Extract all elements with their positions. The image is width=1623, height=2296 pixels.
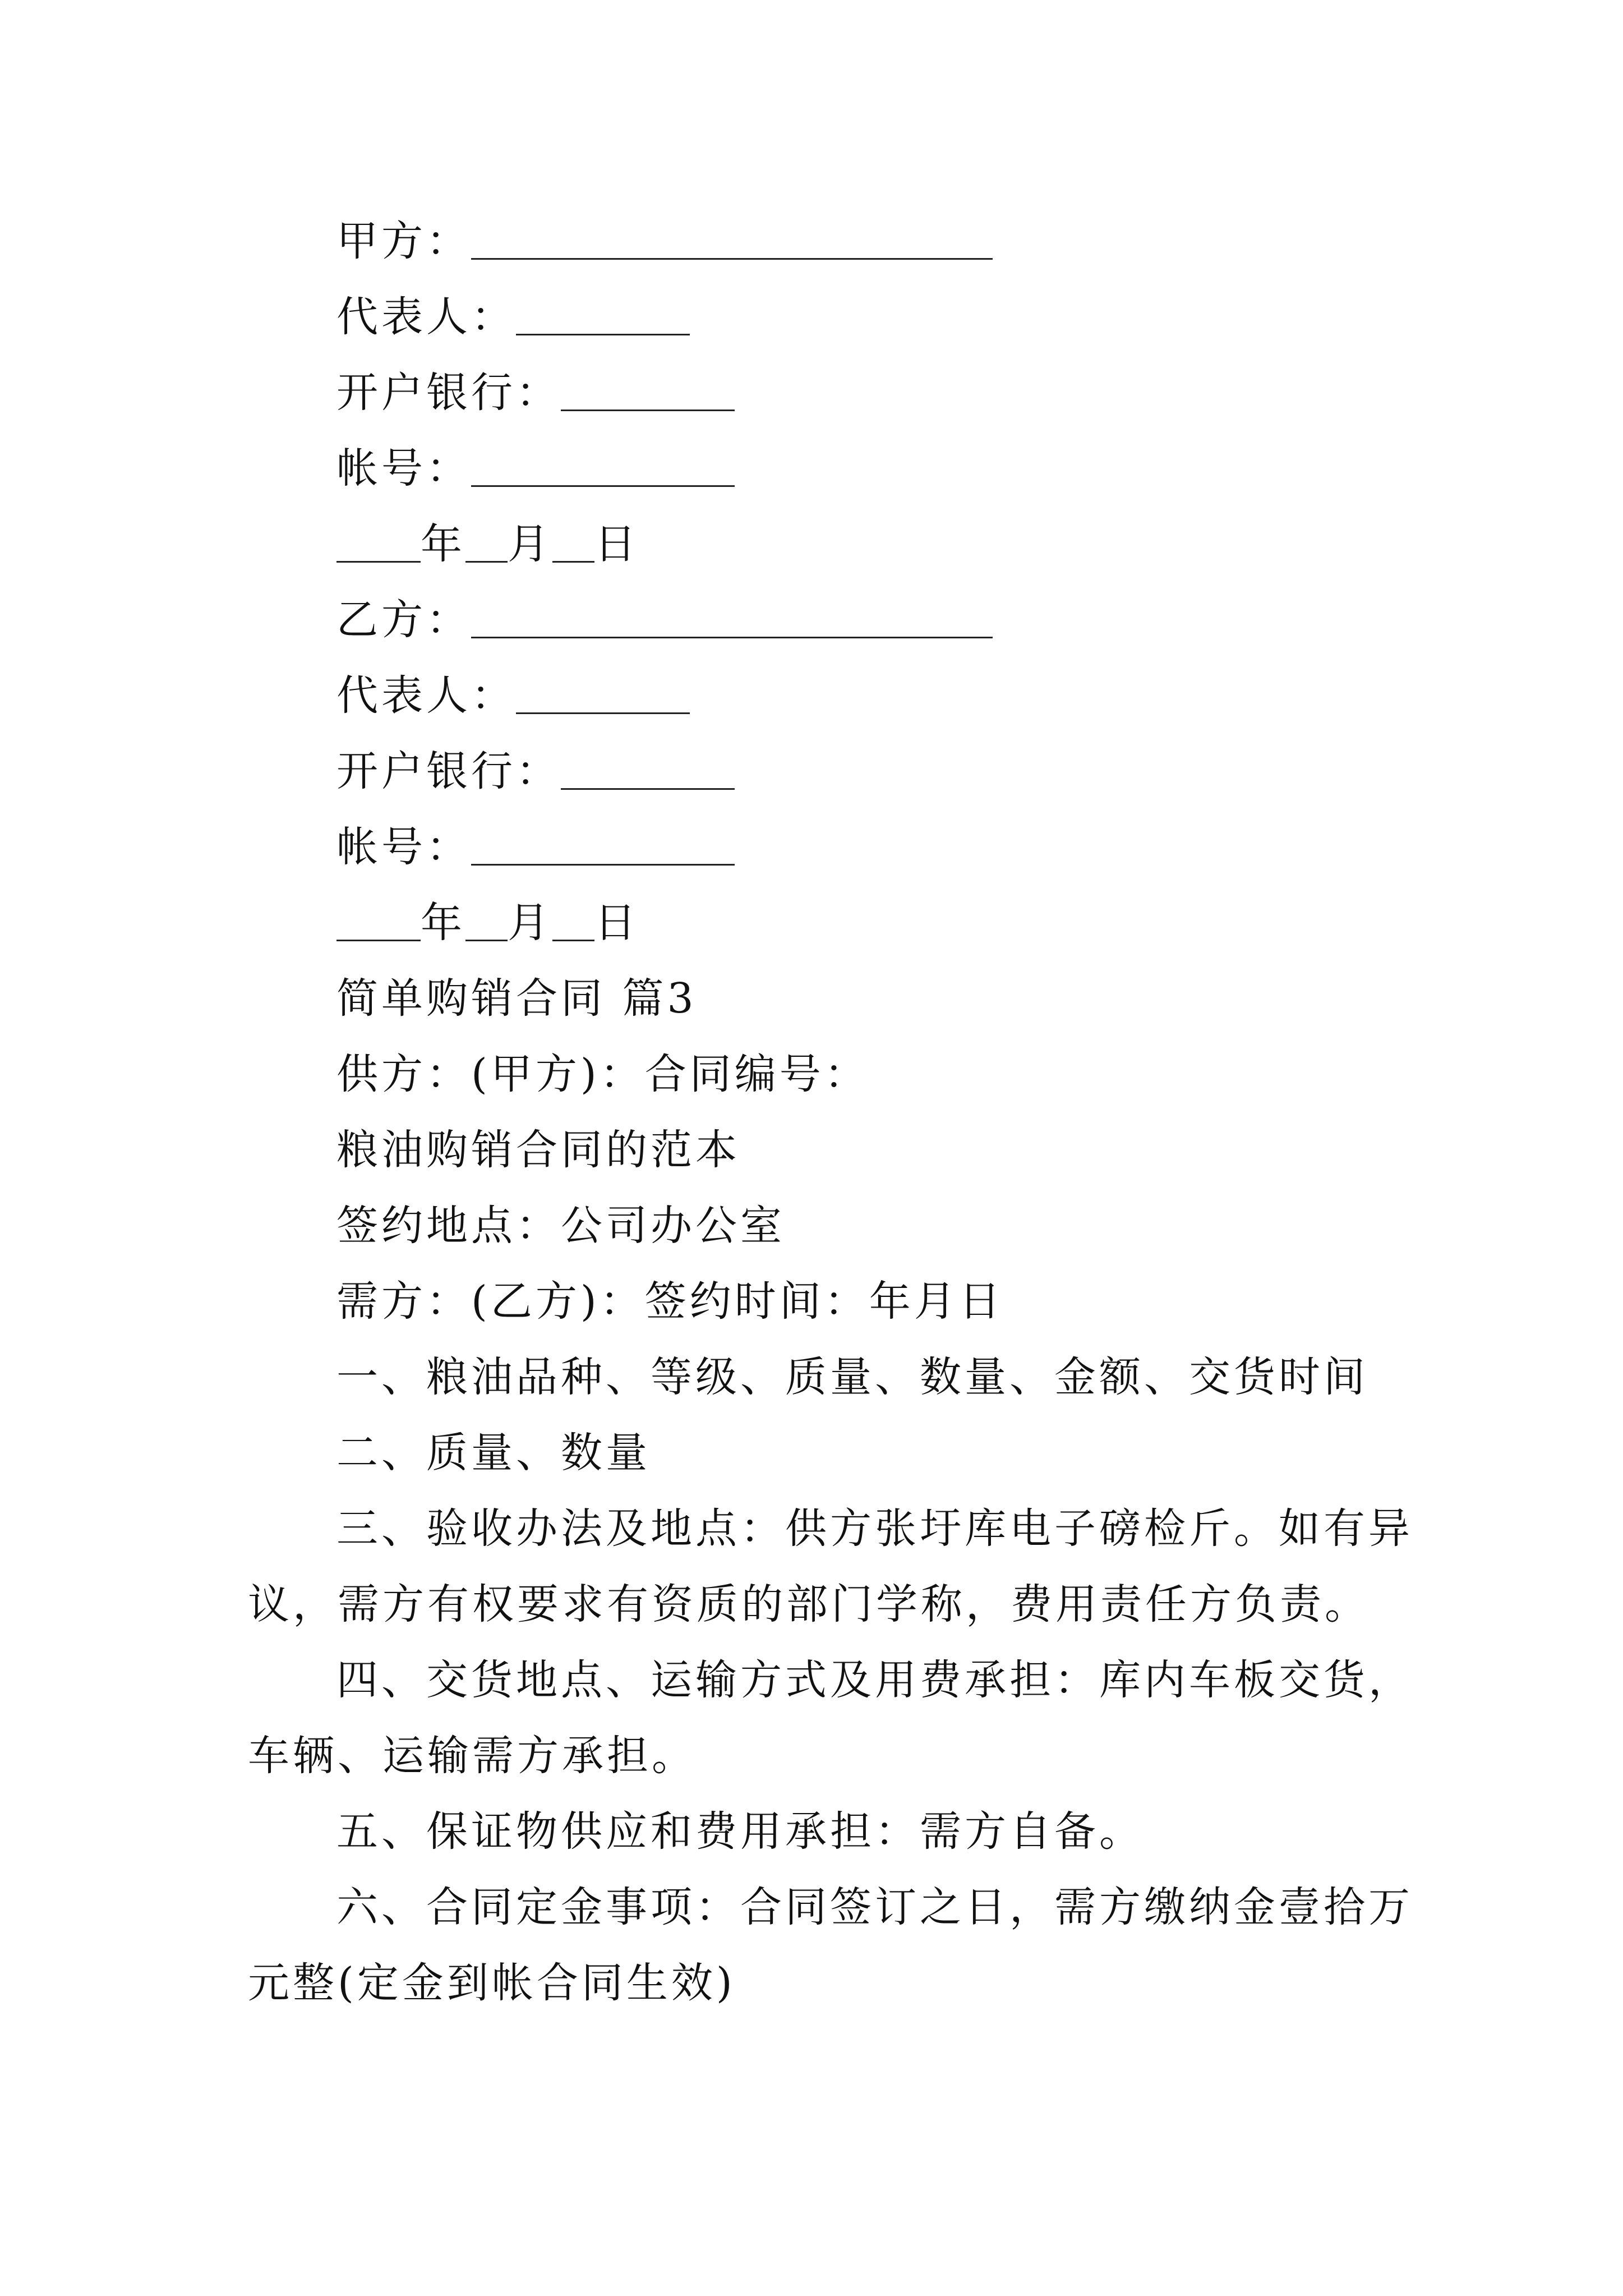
party-a-label: 甲方： xyxy=(336,217,471,265)
buyer-line: 需方：(乙方)：签约时间：年月日 xyxy=(336,1277,1004,1326)
day-blank xyxy=(552,516,594,563)
clause-4-line-1: 四、交货地点、运输方式及用费承担：库内车板交货， xyxy=(336,1656,1413,1704)
year-blank xyxy=(336,516,421,563)
party-b-bank-blank xyxy=(561,743,735,790)
clause-5: 五、保证物供应和费用承担：需方自备。 xyxy=(336,1807,1144,1856)
month-blank xyxy=(465,516,508,563)
party-a-rep-blank xyxy=(516,289,690,335)
clause-6-line-1: 六、合同定金事项：合同签订之日，需方缴纳金壹拾万 xyxy=(336,1883,1413,1931)
party-a-bank-label: 开户银行： xyxy=(336,369,561,417)
party-b-line xyxy=(336,592,993,648)
party-b-label: 乙方： xyxy=(336,596,471,644)
party-a-bank-blank xyxy=(561,365,735,411)
party-b-date-line xyxy=(336,895,639,951)
year-blank xyxy=(336,895,421,941)
party-b-bank-line xyxy=(336,743,735,799)
day-blank xyxy=(552,895,594,941)
party-b-rep-blank xyxy=(516,668,690,714)
year-label: 年 xyxy=(421,899,465,947)
party-b-rep-line xyxy=(336,668,690,724)
day-label: 日 xyxy=(594,899,639,947)
contract-title: 粮油购销合同的范本 xyxy=(336,1126,740,1174)
party-b-acct-label: 帐号： xyxy=(336,823,471,871)
party-a-acct-line xyxy=(336,440,735,496)
clause-1: 一、粮油品种、等级、质量、数量、金额、交货时间 xyxy=(336,1353,1368,1401)
party-a-acct-label: 帐号： xyxy=(336,444,471,493)
supplier-line: 供方：(甲方)：合同编号： xyxy=(336,1050,869,1098)
month-label: 月 xyxy=(508,520,552,568)
party-a-rep-line xyxy=(336,289,690,345)
month-label: 月 xyxy=(508,899,552,947)
party-b-acct-line xyxy=(336,819,735,875)
party-a-blank xyxy=(471,213,993,260)
party-a-date-line xyxy=(336,516,639,572)
party-b-acct-blank xyxy=(471,819,735,866)
clause-3-line-1: 三、验收办法及地点：供方张圩库电子磅检斤。如有异 xyxy=(336,1504,1413,1553)
party-a-line xyxy=(336,213,993,269)
party-b-rep-label: 代表人： xyxy=(336,671,516,720)
clause-4-line-2: 车辆、运输需方承担。 xyxy=(248,1732,697,1780)
party-a-bank-line xyxy=(336,365,735,421)
party-a-rep-label: 代表人： xyxy=(336,293,516,341)
party-a-acct-blank xyxy=(471,440,735,487)
day-label: 日 xyxy=(594,520,639,568)
clause-3-line-2: 议，需方有权要求有资质的部门学称，费用责任方负责。 xyxy=(248,1580,1370,1628)
year-label: 年 xyxy=(421,520,465,568)
clause-2: 二、质量、数量 xyxy=(336,1429,651,1477)
party-b-bank-label: 开户银行： xyxy=(336,747,561,795)
month-blank xyxy=(465,895,508,941)
clause-6-line-2: 元整(定金到帐合同生效) xyxy=(248,1959,736,2007)
party-b-blank xyxy=(471,592,993,638)
section-heading: 简单购销合同 篇3 xyxy=(336,974,697,1023)
sign-place-line: 签约地点：公司办公室 xyxy=(336,1202,785,1250)
